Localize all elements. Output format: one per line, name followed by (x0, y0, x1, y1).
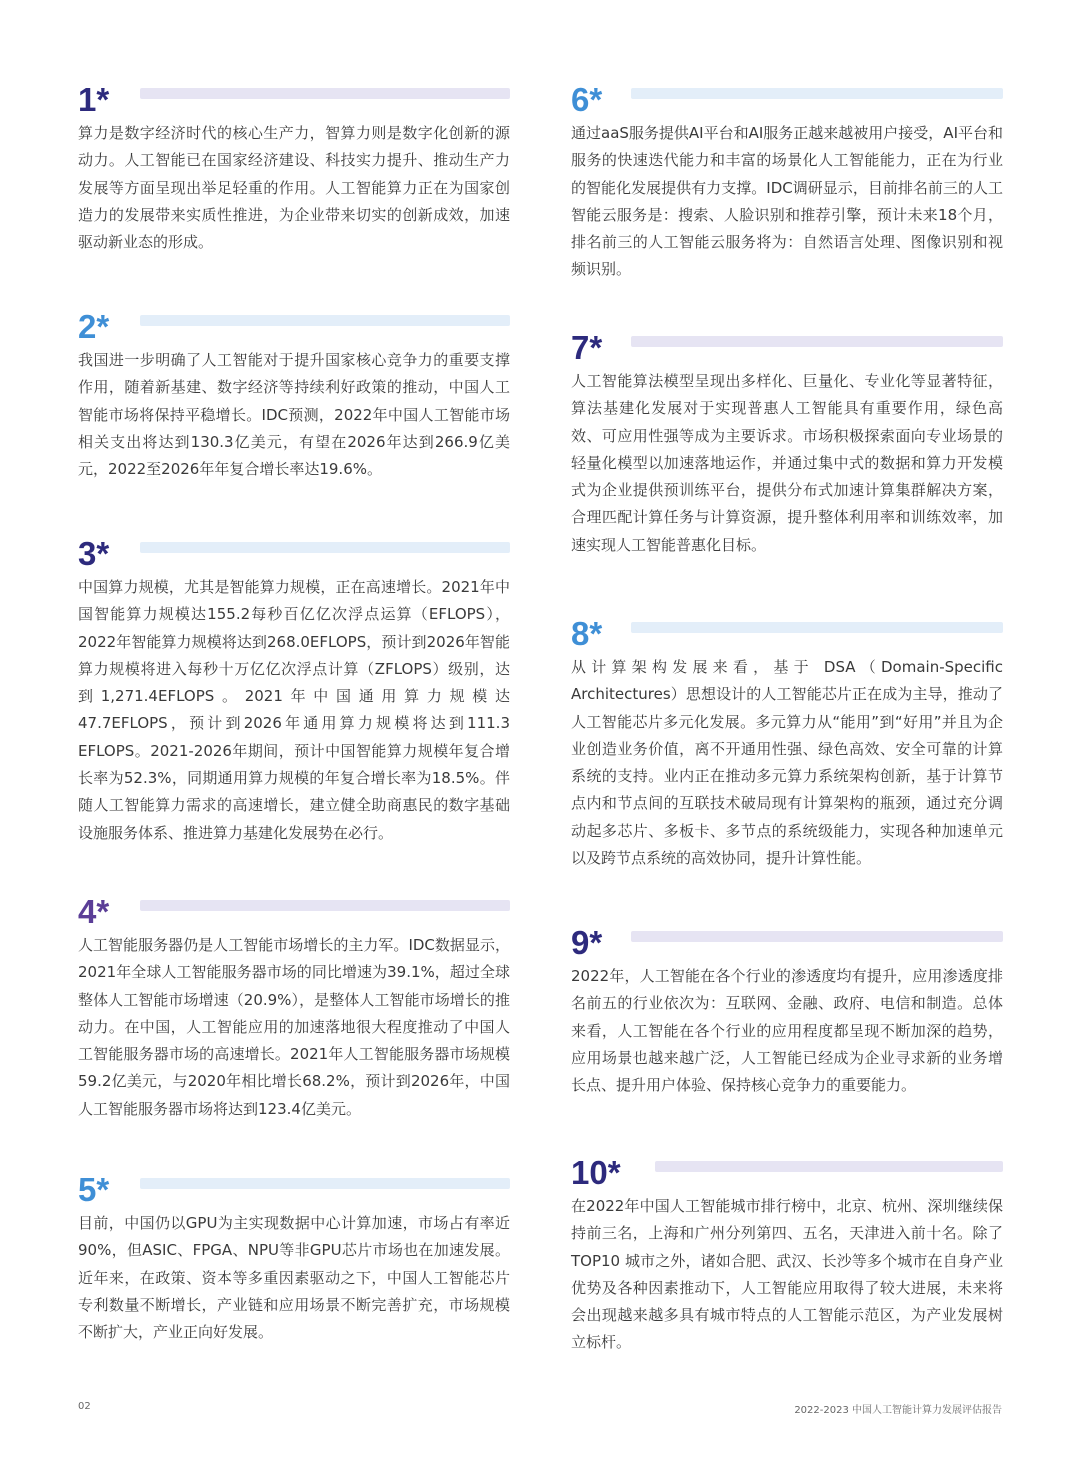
section-text: 从计算架构发展来看，基于 DSA（Domain-Specific Architectures）思想设计的人工智能芯片正在成为主导，推动了人工智能芯片多元化发展。多元算力从“能用”到“好用”并且为企业创造业务价值，离不开通用性强、绿色高效、安全可靠的计算系统的支持。业内正在推动多元算力系统架构创新，基于计算节点内和节点间的互联技术破局现有计算架构的瓶颈，通过充分调动起多芯片、多板卡、多节点的系统级能力，实现各种加速单元以及跨节点系统的高效协同，提升计算性能。 (571, 658, 1003, 868)
section-6 (571, 76, 1003, 284)
section-number: 7* (571, 329, 603, 366)
section-text: 人工智能算法模型呈现出多样化、巨量化、专业化等显著特征，算法基建化发展对于实现普惠人工智能具有重要作用，绿色高效、可应用性强等成为主要诉求。市场积极探索面向专业场景的轻量化模型以加速落地运作，并通过集中式的数据和算力开发模式为企业提供预训练平台，提供分布式加速计算集群解决方案，合理匹配计算任务与计算资源，提升整体利用率和训练效率，加速实现人工智能普惠化目标。 (571, 372, 1003, 554)
section-10-header (571, 1149, 1003, 1189)
section-2-header (78, 303, 510, 343)
section-divider-bar (140, 1178, 510, 1189)
section-1-header (78, 76, 510, 116)
section-text: 中国算力规模，尤其是智能算力规模，正在高速增长。2021年中国智能算力规模达155.2每秒百亿亿次浮点运算（EFLOPS），2022年智能算力规模将达到268.0EFLOPS，预计到2026年智能算力规模将进入每秒十万亿亿次浮点计算（ZFLOPS）级别，达到1,271.4EFLOPS。2021年中国通用算力规模达47.7EFLOPS，预计到2026年通用算力规模将达到111.3 EFLOPS。2021-2026年期间，预计中国智能算力规模年复合增长率为52.3%，同期通用算力规模的年复合增长率为18.5%。伴随人工智能算力需求的高速增长，建立健全助商惠民的数字基础设施服务体系、推进算力基建化发展势在必行。 (78, 578, 510, 842)
section-3 (78, 530, 510, 847)
section-4 (78, 888, 510, 1123)
section-8-header (571, 610, 1003, 650)
section-number: 3* (78, 535, 110, 572)
section-text: 人工智能服务器仍是人工智能市场增长的主力军。IDC数据显示，2021年全球人工智能服务器市场的同比增速为39.1%，超过全球整体人工智能市场增速（20.9%），是整体人工智能市场增长的推动力。在中国，人工智能应用的加速落地很大程度推动了中国人工智能服务器市场的高速增长。2021年人工智能服务器市场规模59.2亿美元，与2020年相比增长68.2%，预计到2026年，中国人工智能服务器市场将达到123.4亿美元。 (78, 936, 510, 1118)
section-number: 8* (571, 615, 603, 652)
section-divider-bar (140, 900, 510, 911)
section-7 (571, 324, 1003, 559)
section-1 (78, 76, 510, 256)
section-5 (78, 1166, 510, 1346)
section-4-header (78, 888, 510, 928)
section-text: 目前，中国仍以GPU为主实现数据中心计算加速，市场占有率近90%，但ASIC、FPGA、NPU等非GPU芯片市场也在加速发展。近年来，在政策、资本等多重因素驱动之下，中国人工智能芯片专利数量不断增长，产业链和应用场景不断完善扩充，市场规模不断扩大，产业正向好发展。 (78, 1214, 510, 1342)
section-9-header (571, 919, 1003, 959)
section-3-header (78, 530, 510, 570)
section-divider-bar (631, 336, 1003, 347)
section-number: 1* (78, 81, 110, 118)
section-number: 2* (78, 308, 110, 345)
section-divider-bar (631, 88, 1003, 99)
section-number: 6* (571, 81, 603, 118)
section-divider-bar (655, 1161, 1003, 1172)
report-title: 2022-2023 中国人工智能计算力发展评估报告 (794, 1405, 1002, 1416)
section-divider-bar (140, 88, 510, 99)
section-number: 4* (78, 893, 110, 930)
section-divider-bar (140, 542, 510, 553)
section-8 (571, 610, 1003, 872)
section-number: 10* (571, 1154, 621, 1191)
section-text: 算力是数字经济时代的核心生产力，智算力则是数字化创新的源动力。人工智能已在国家经济建设、科技实力提升、推动生产力发展等方面呈现出举足轻重的作用。人工智能算力正在为国家创造力的发展带来实质性推进，为企业带来切实的创新成效，加速驱动新业态的形成。 (78, 124, 510, 252)
section-number: 9* (571, 924, 603, 961)
section-divider-bar (140, 315, 510, 326)
section-9 (571, 919, 1003, 1099)
section-number: 5* (78, 1171, 110, 1208)
section-text: 通过aaS服务提供AI平台和AI服务正越来越被用户接受，AI平台和服务的快速迭代能力和丰富的场景化人工智能能力，正在为行业的智能化发展提供有力支撑。IDC调研显示，目前排名前三的人工智能云服务是：搜索、人脸识别和推荐引擎，预计未来18个月，排名前三的人工智能云服务将为：自然语言处理、图像识别和视频识别。 (571, 124, 1003, 279)
section-7-header (571, 324, 1003, 364)
section-5-header (78, 1166, 510, 1206)
section-10 (571, 1149, 1003, 1357)
section-text: 我国进一步明确了人工智能对于提升国家核心竞争力的重要支撑作用，随着新基建、数字经济等持续利好政策的推动，中国人工智能市场将保持平稳增长。IDC预测，2022年中国人工智能市场相关支出将达到130.3亿美元，有望在2026年达到266.9亿美元，2022至2026年年复合增长率达19.6%。 (78, 351, 510, 479)
section-divider-bar (631, 931, 1003, 942)
section-6-header (571, 76, 1003, 116)
page-number: 02 (78, 1401, 91, 1412)
section-text: 2022年，人工智能在各个行业的渗透度均有提升，应用渗透度排名前五的行业依次为：互联网、金融、政府、电信和制造。总体来看，人工智能在各个行业的应用程度都呈现不断加深的趋势，应用场景也越来越广泛，人工智能已经成为企业寻求新的业务增长点、提升用户体验、保持核心竞争力的重要能力。 (571, 967, 1003, 1095)
section-2 (78, 303, 510, 483)
section-text: 在2022年中国人工智能城市排行榜中，北京、杭州、深圳继续保持前三名，上海和广州分列第四、五名，天津进入前十名。除了 TOP10 城市之外，诸如合肥、武汉、长沙等多个城市在自身产业优势及各种因素推动下，人工智能应用取得了较大进展，未来将会出现越来越多具有城市特点的人工智能示范区，为产业发展树立标杆。 (571, 1197, 1003, 1352)
section-divider-bar (631, 622, 1003, 633)
